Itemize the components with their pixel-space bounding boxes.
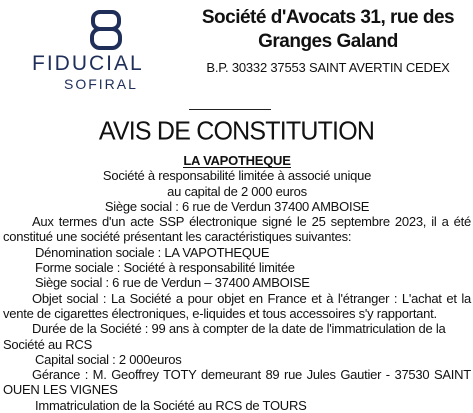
firm-line-1: Société d'Avocats 31, rue des	[201, 7, 455, 28]
firm-address: B.P. 30332 37553 SAINT AVERTIN CEDEX	[206, 60, 450, 75]
fiducial-sofiral-logo	[18, 8, 188, 92]
item-denomination: Dénomination sociale : LA VAPOTHEQUE	[35, 244, 270, 260]
item-forme: Forme sociale : Société à responsabilité limitée	[35, 260, 295, 276]
item-immatriculation: Immatriculation de la Société au RCS de TOURS	[35, 397, 307, 413]
item-capital: Capital social : 2 000euros	[35, 351, 182, 367]
intro-paragraph: Aux termes d'un acte SSP électronique signé le 25 septembre 2023, il a été constitué une société présentant les caractéristiques suivantes:	[3, 214, 471, 245]
separator-rule	[189, 109, 271, 110]
item-siege: Siège social : 6 rue de Verdun – 37400 AMBOISE	[35, 275, 310, 291]
summary-line: au capital de 2 000 euros	[167, 183, 307, 199]
item-gerance: Gérance : M. Geoffrey TOTY demeurant 89 rue Jules Gautier - 37530 SAINT OUEN LES VIGNES	[3, 367, 471, 398]
notice-body	[3, 153, 471, 413]
logo-mark-icon	[89, 10, 123, 50]
logo-subtitle: SOFIRAL	[64, 76, 138, 92]
firm-line-2: Granges Galand	[258, 31, 398, 52]
firm-name	[188, 6, 468, 54]
company-name: LA VAPOTHEQUE	[183, 153, 291, 168]
summary-line: Société à responsabilité limitée à associé unique	[102, 168, 372, 184]
summary-line: Siège social : 6 rue de Verdun 37400 AMBOISE	[104, 198, 370, 214]
notice-title: AVIS DE CONSTITUTION	[98, 116, 375, 146]
logo-name: FIDUCIAL	[32, 52, 144, 75]
item-objet: Objet social : La Société a pour objet en France et à l'étranger : L'achat et la vente de cigarettes électroniques, e-liquides et tous accessoires s'y rapportant.	[3, 290, 471, 321]
item-duree: Durée de la Société : 99 ans à compter de la date de l'immatriculation de la Société au RCS	[3, 321, 446, 352]
